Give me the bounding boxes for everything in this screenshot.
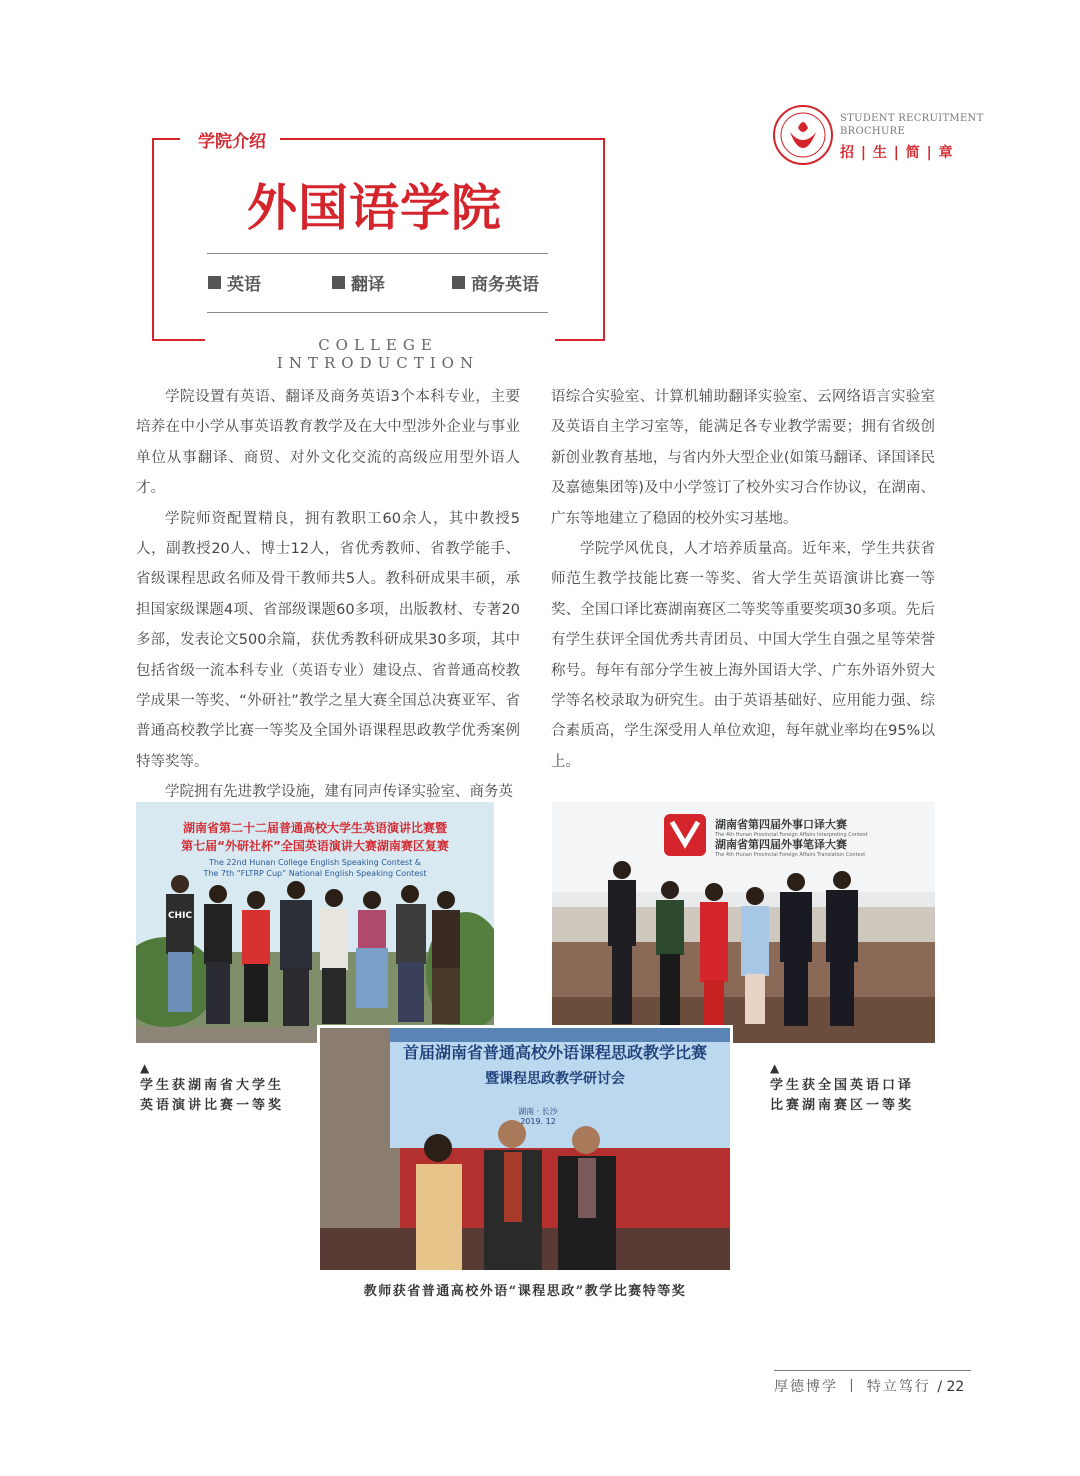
divider xyxy=(207,312,548,313)
body-column-left xyxy=(136,382,520,808)
photo-interpreting-contest xyxy=(552,802,935,1043)
banner-line: The 22nd Hunan College English Speaking Contest & xyxy=(208,858,422,867)
banner-line: 第七届“外研社杯”全国英语演讲大赛湖南赛区复赛 xyxy=(181,839,449,853)
caption: ▲ 学生获全国英语口译比赛湖南赛区一等奖 xyxy=(770,1060,920,1116)
paragraph: 学院设置有英语、翻译及商务英语3个本科专业，主要培养在中小学从事英语教育教学及在大中型涉外企业与事业单位从事翻译、商贸、对外文化交流的高级应用型外语人才。 xyxy=(136,389,520,497)
divider xyxy=(207,253,548,254)
brochure-english: STUDENT RECRUITMENT BROCHURE xyxy=(840,113,984,137)
section-label: 学院介绍 xyxy=(198,132,266,152)
photo-speaking-contest xyxy=(136,802,494,1043)
page-number: / 22 xyxy=(937,1379,965,1395)
major-english: 英语 xyxy=(208,270,261,295)
banner-line: The 4th Hunan Provincial Foreign Affairs Interpreting Contest xyxy=(715,832,868,838)
photo-teaching-competition xyxy=(317,1025,733,1273)
paragraph: 语综合实验室、计算机辅助翻译实验室、云网络语言实验室及英语自主学习室等，能满足各专业教学需要；拥有省级创新创业教育基地，与省内外大型企业(如策马翻译、译国译民及嘉德集团等)及中小学签订了校外实习合作协议，在湖南、广东等地建立了稳固的校外实习基地。 xyxy=(551,389,935,527)
banner-date: 2019. 12 xyxy=(520,1117,556,1126)
college-introduction-label: COLLEGE INTRODUCTION xyxy=(276,336,480,372)
triangle-marker-icon: ▲ xyxy=(770,1061,780,1075)
caption: ▲ 学生获湖南省大学生英语演讲比赛一等奖 xyxy=(140,1060,290,1116)
page-title: 外国语学院 xyxy=(247,179,502,237)
major-translation: 翻译 xyxy=(332,270,385,295)
banner-line: 湖南省第四届外事笔译大赛 xyxy=(715,838,847,851)
banner-line: The 4th Hunan Provincial Foreign Affairs Translation Contest xyxy=(715,852,866,858)
paragraph: 学院拥有先进教学设施，建有同声传译实验室、商务英 xyxy=(165,784,513,801)
footer-motto: 厚德博学 丨 特立笃行 xyxy=(774,1379,931,1395)
majors-list xyxy=(208,270,553,296)
contest-logo-icon xyxy=(664,814,706,856)
major-business-english: 商务英语 xyxy=(452,270,539,295)
people-group xyxy=(416,1120,616,1270)
banner-line: 首届湖南省普通高校外语课程思政教学比赛 xyxy=(402,1043,708,1062)
banner-place: 湖南 · 长沙 xyxy=(518,1107,558,1116)
university-logo xyxy=(772,104,834,166)
paragraph: 学院师资配置精良，拥有教职工60余人，其中教授5人，副教授20人、博士12人，省优秀教师、省教学能手、省级课程思政名师及骨干教师共5人。教科研成果丰硕，承担国家级课题4项、省部级课题60多项，出版教材、专著20多部，发表论文500余篇，获优秀教科研成果30多项，其中包括省级一流本科专业（英语专业）建设点、省普通高校教学成果一等奖、“外研社”教学之星大赛全国总决赛亚军、省普通高校教学比赛一等奖及全国外语课程思政教学优秀案例特等奖等。 xyxy=(136,510,520,770)
banner-line: 湖南省第二十二届普通高校大学生英语演讲比赛暨 xyxy=(182,821,448,835)
triangle-marker-icon: ▲ xyxy=(140,1061,150,1075)
shirt-text: CHIC xyxy=(167,911,193,921)
footer xyxy=(774,1376,974,1396)
brochure-chinese: 招 | 生 | 简 | 章 xyxy=(840,145,954,161)
title-frame xyxy=(152,138,605,341)
footer-divider xyxy=(774,1370,971,1371)
caption: 教师获省普通高校外语“课程思政”教学比赛特等奖 xyxy=(363,1284,687,1299)
paragraph: 学院学风优良，人才培养质量高。近年来，学生共获省师范生教学技能比赛一等奖、省大学生英语演讲比赛一等奖、全国口译比赛湖南赛区二等奖等重要奖项30多项。先后有学生获评全国优秀共青团员、中国大学生自强之星等荣誉称号。每年有部分学生被上海外国语大学、广东外语外贸大学等名校录取为研究生。由于英语基础好、应用能力强、综合素质高，学生深受用人单位欢迎，每年就业率均在95%以上。 xyxy=(551,541,935,770)
banner-line: 暨课程思政教学研讨会 xyxy=(485,1071,625,1087)
body-column-right xyxy=(551,382,935,777)
banner-line: The 7th “FLTRP Cup” National English Speaking Contest xyxy=(203,869,427,878)
banner-line: 湖南省第四届外事口译大赛 xyxy=(715,818,847,831)
